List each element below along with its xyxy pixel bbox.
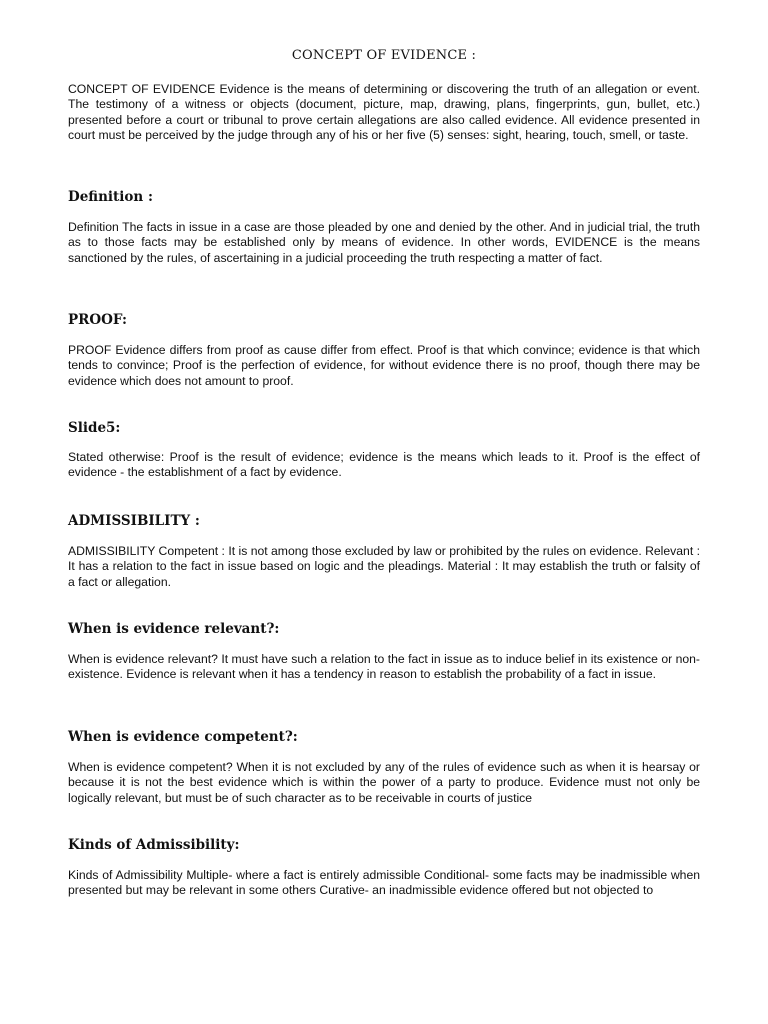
section-heading: When is evidence competent?:: [68, 729, 298, 745]
section-paragraph: PROOF Evidence differs from proof as cause differ from effect. Proof is that which convince; evidence is that which tends to convince; Proof is the perfection of evidence, for without evidence there is no proof, though there may be evidence which does not amount to proof.: [68, 343, 700, 388]
section-heading: When is evidence relevant?:: [68, 621, 280, 637]
section-slide5: [68, 420, 700, 481]
section-admissibility: [68, 513, 700, 590]
section-heading: PROOF:: [68, 312, 127, 328]
section-heading: Slide5:: [68, 420, 121, 436]
section-heading: Definition :: [68, 189, 153, 205]
section-kinds-admissibility: [68, 837, 700, 899]
section-competent: [68, 729, 700, 806]
document-title: CONCEPT OF EVIDENCE :: [291, 48, 477, 63]
section-paragraph: When is evidence competent? When it is not excluded by any of the rules of evidence such as when it is hearsay or because it is not the best evidence which is within the power of a party to produce. Evidence must not only be logically relevant, but must be of such character as to be receivable in courts of justice: [68, 760, 700, 805]
section-heading: Kinds of Admissibility:: [68, 837, 240, 853]
section-paragraph: Kinds of Admissibility Multiple- where a fact is entirely admissible Conditional- some facts may be inadmissible when presented but may be relevant in some others Curative- an inadmissible evidence offered but not objected to: [68, 868, 700, 898]
intro-section: [68, 82, 700, 143]
section-heading: ADMISSIBILITY :: [68, 513, 200, 529]
intro-paragraph: CONCEPT OF EVIDENCE Evidence is the means of determining or discovering the truth of an allegation or event. The testimony of a witness or objects (document, picture, map, drawing, plans, fingerprints, gun, bullet, etc.) presented before a court or tribunal to prove certain allegations are also called evidence. All evidence presented in court must be perceived by the judge through any of his or her five (5) senses: sight, hearing, touch, smell, or taste.: [68, 82, 700, 142]
section-paragraph: Stated otherwise: Proof is the result of evidence; evidence is the means which leads to it. Proof is the effect of evidence - the establishment of a fact by evidence.: [68, 450, 700, 480]
section-definition: [68, 189, 700, 266]
section-relevant: [68, 621, 700, 683]
section-paragraph: Definition The facts in issue in a case are those pleaded by one and denied by the other. And in judicial trial, the truth as to those facts may be established only by means of evidence. In other words, EVIDENCE is the means sanctioned by the rules, of ascertaining in a judicial proceeding the truth respecting a matter of fact.: [68, 220, 700, 265]
section-paragraph: When is evidence relevant? It must have such a relation to the fact in issue as to induce belief in its existence or non-existence. Evidence is relevant when it has a tendency in reason to establish the probability of a fact in issue.: [68, 652, 700, 682]
section-proof: [68, 312, 700, 389]
section-paragraph: ADMISSIBILITY Competent : It is not among those excluded by law or prohibited by the rules on evidence. Relevant : It has a relation to the fact in issue based on logic and the pleadings. Material : It may establish the truth or falsity of a fact or allegation.: [68, 544, 700, 589]
